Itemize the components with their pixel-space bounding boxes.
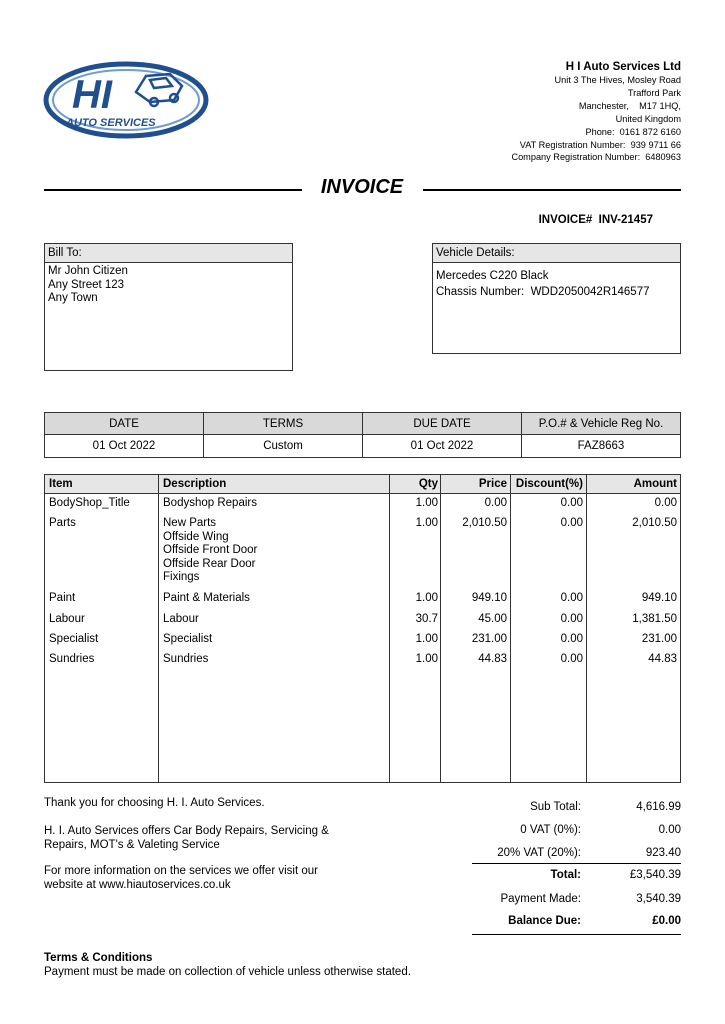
vehicle-details-label: Vehicle Details: <box>433 244 680 263</box>
car-icon <box>136 74 182 106</box>
header-item: Item <box>49 478 73 490</box>
website-note: For more information on the services we offer visit our website at www.hiautoservices.co.uk <box>44 865 318 891</box>
item-price: 45.00 <box>478 613 507 625</box>
vehicle-model: Mercedes C220 Black <box>436 270 549 282</box>
invoice-number: INVOICE# INV-21457 <box>538 214 653 226</box>
subtotal-value: 4,616.99 <box>636 801 681 813</box>
item-description-main: New Parts <box>163 517 217 529</box>
item-description: Bodyshop Repairs <box>163 497 257 509</box>
address-line: Manchester, M17 1HQ, <box>578 100 681 111</box>
item-discount: 0.00 <box>560 497 583 509</box>
item-description <box>163 517 257 585</box>
item-amount: 44.83 <box>648 653 677 665</box>
vat-zero-label: 0 VAT (0%): <box>520 824 581 836</box>
vat-twenty-value: 923.40 <box>645 847 681 859</box>
vehicle-details-box <box>432 243 681 354</box>
item-qty: 1.00 <box>415 497 438 509</box>
meta-header-due-date: DUE DATE <box>363 413 522 435</box>
line-items-table <box>44 474 681 783</box>
terms-text: Payment must be made on collection of vehicle unless otherwise stated. <box>44 966 411 978</box>
meta-header-terms: TERMS <box>204 413 363 435</box>
header-qty: Qty <box>418 478 438 490</box>
logo-brand: HI <box>72 73 112 117</box>
thank-you-note: Thank you for choosing H. I. Auto Services. <box>44 797 265 809</box>
terms-heading: Terms & Conditions <box>44 952 153 964</box>
meta-header-po-reg: P.O.# & Vehicle Reg No. <box>522 413 681 435</box>
item-amount: 949.10 <box>641 592 677 604</box>
item-description-sub: Offside Rear Door <box>163 557 256 570</box>
bill-to-label: Bill To: <box>45 244 292 263</box>
totals-bottom-rule <box>472 934 681 935</box>
item-price: 231.00 <box>471 633 507 645</box>
item-price: 2,010.50 <box>462 517 507 529</box>
total-value: £3,540.39 <box>629 869 681 881</box>
company-reg-number: Company Registration Number: 6480963 <box>511 152 681 163</box>
item-discount: 0.00 <box>560 592 583 604</box>
meta-header-date: DATE <box>45 413 204 435</box>
header-description: Description <box>163 478 227 490</box>
address-line: Trafford Park <box>627 87 681 98</box>
item-discount: 0.00 <box>560 613 583 625</box>
payment-made-value: 3,540.39 <box>636 893 681 905</box>
subtotal-label: Sub Total: <box>530 801 581 813</box>
header-discount: Discount(%) <box>515 478 583 490</box>
item-amount: 1,381.50 <box>632 613 677 625</box>
item-description: Paint & Materials <box>163 592 250 604</box>
vat-number: VAT Registration Number: 939 9711 66 <box>519 139 681 150</box>
item-price: 949.10 <box>471 592 507 604</box>
payment-made-label: Payment Made: <box>500 893 581 905</box>
item-price: 44.83 <box>478 653 507 665</box>
item-description: Specialist <box>163 633 213 645</box>
meta-po-reg: FAZ8663 <box>522 435 681 458</box>
item-code: Specialist <box>49 633 99 645</box>
logo-tagline: AUTO SERVICES <box>66 117 156 129</box>
item-qty: 1.00 <box>415 592 438 604</box>
item-amount: 0.00 <box>654 497 677 509</box>
meta-date: 01 Oct 2022 <box>45 435 204 458</box>
totals-divider <box>472 863 681 864</box>
item-code: BodyShop_Title <box>49 497 130 509</box>
address-line: United Kingdom <box>615 113 681 124</box>
item-description-sub: Fixings <box>163 571 200 583</box>
item-code: Sundries <box>49 653 95 665</box>
column-divider <box>158 475 159 782</box>
item-discount: 0.00 <box>560 633 583 645</box>
bill-to-line: Any Street 123 <box>48 278 125 291</box>
bill-to-line: Mr John Citizen <box>48 265 128 277</box>
item-code: Paint <box>49 592 76 604</box>
vat-zero-value: 0.00 <box>658 824 681 836</box>
vat-twenty-label: 20% VAT (20%): <box>497 847 581 859</box>
item-price: 0.00 <box>484 497 507 509</box>
header-price: Price <box>478 478 507 490</box>
services-note: H. I. Auto Services offers Car Body Repairs, Servicing & Repairs, MOT's & Valeting Service <box>44 825 329 851</box>
line-items-header <box>45 475 680 494</box>
header-amount: Amount <box>633 478 677 490</box>
phone: Phone: 0161 872 6160 <box>585 126 681 137</box>
item-amount: 231.00 <box>641 633 677 645</box>
item-discount: 0.00 <box>560 517 583 529</box>
title-rule-right <box>423 189 681 191</box>
item-description: Sundries <box>163 653 209 665</box>
item-code: Labour <box>49 613 85 625</box>
company-name: H I Auto Services Ltd <box>565 61 681 73</box>
item-qty: 1.00 <box>415 633 438 645</box>
bill-to-box <box>44 243 293 371</box>
item-discount: 0.00 <box>560 653 583 665</box>
balance-due-label: Balance Due: <box>508 915 581 927</box>
item-code: Parts <box>49 517 76 529</box>
chassis-number: Chassis Number: WDD2050042R146577 <box>436 285 650 298</box>
meta-due-date: 01 Oct 2022 <box>363 435 522 458</box>
item-qty: 1.00 <box>415 517 438 529</box>
meta-terms: Custom <box>204 435 363 458</box>
item-description-sub: Offside Front Door <box>163 544 258 556</box>
company-logo <box>42 58 210 142</box>
title-rule-left <box>44 189 302 191</box>
item-description-sub: Offside Wing <box>163 530 229 543</box>
total-label: Total: <box>550 869 581 881</box>
page-title: INVOICE <box>320 176 404 198</box>
item-qty: 1.00 <box>415 653 438 665</box>
company-details <box>401 60 681 164</box>
invoice-meta-table <box>44 412 681 458</box>
address-line: Unit 3 The Hives, Mosley Road <box>554 75 681 85</box>
item-description: Labour <box>163 613 199 625</box>
item-amount: 2,010.50 <box>632 517 677 529</box>
item-qty: 30.7 <box>415 613 438 625</box>
balance-due-value: £0.00 <box>652 915 681 927</box>
bill-to-line: Any Town <box>48 292 98 304</box>
